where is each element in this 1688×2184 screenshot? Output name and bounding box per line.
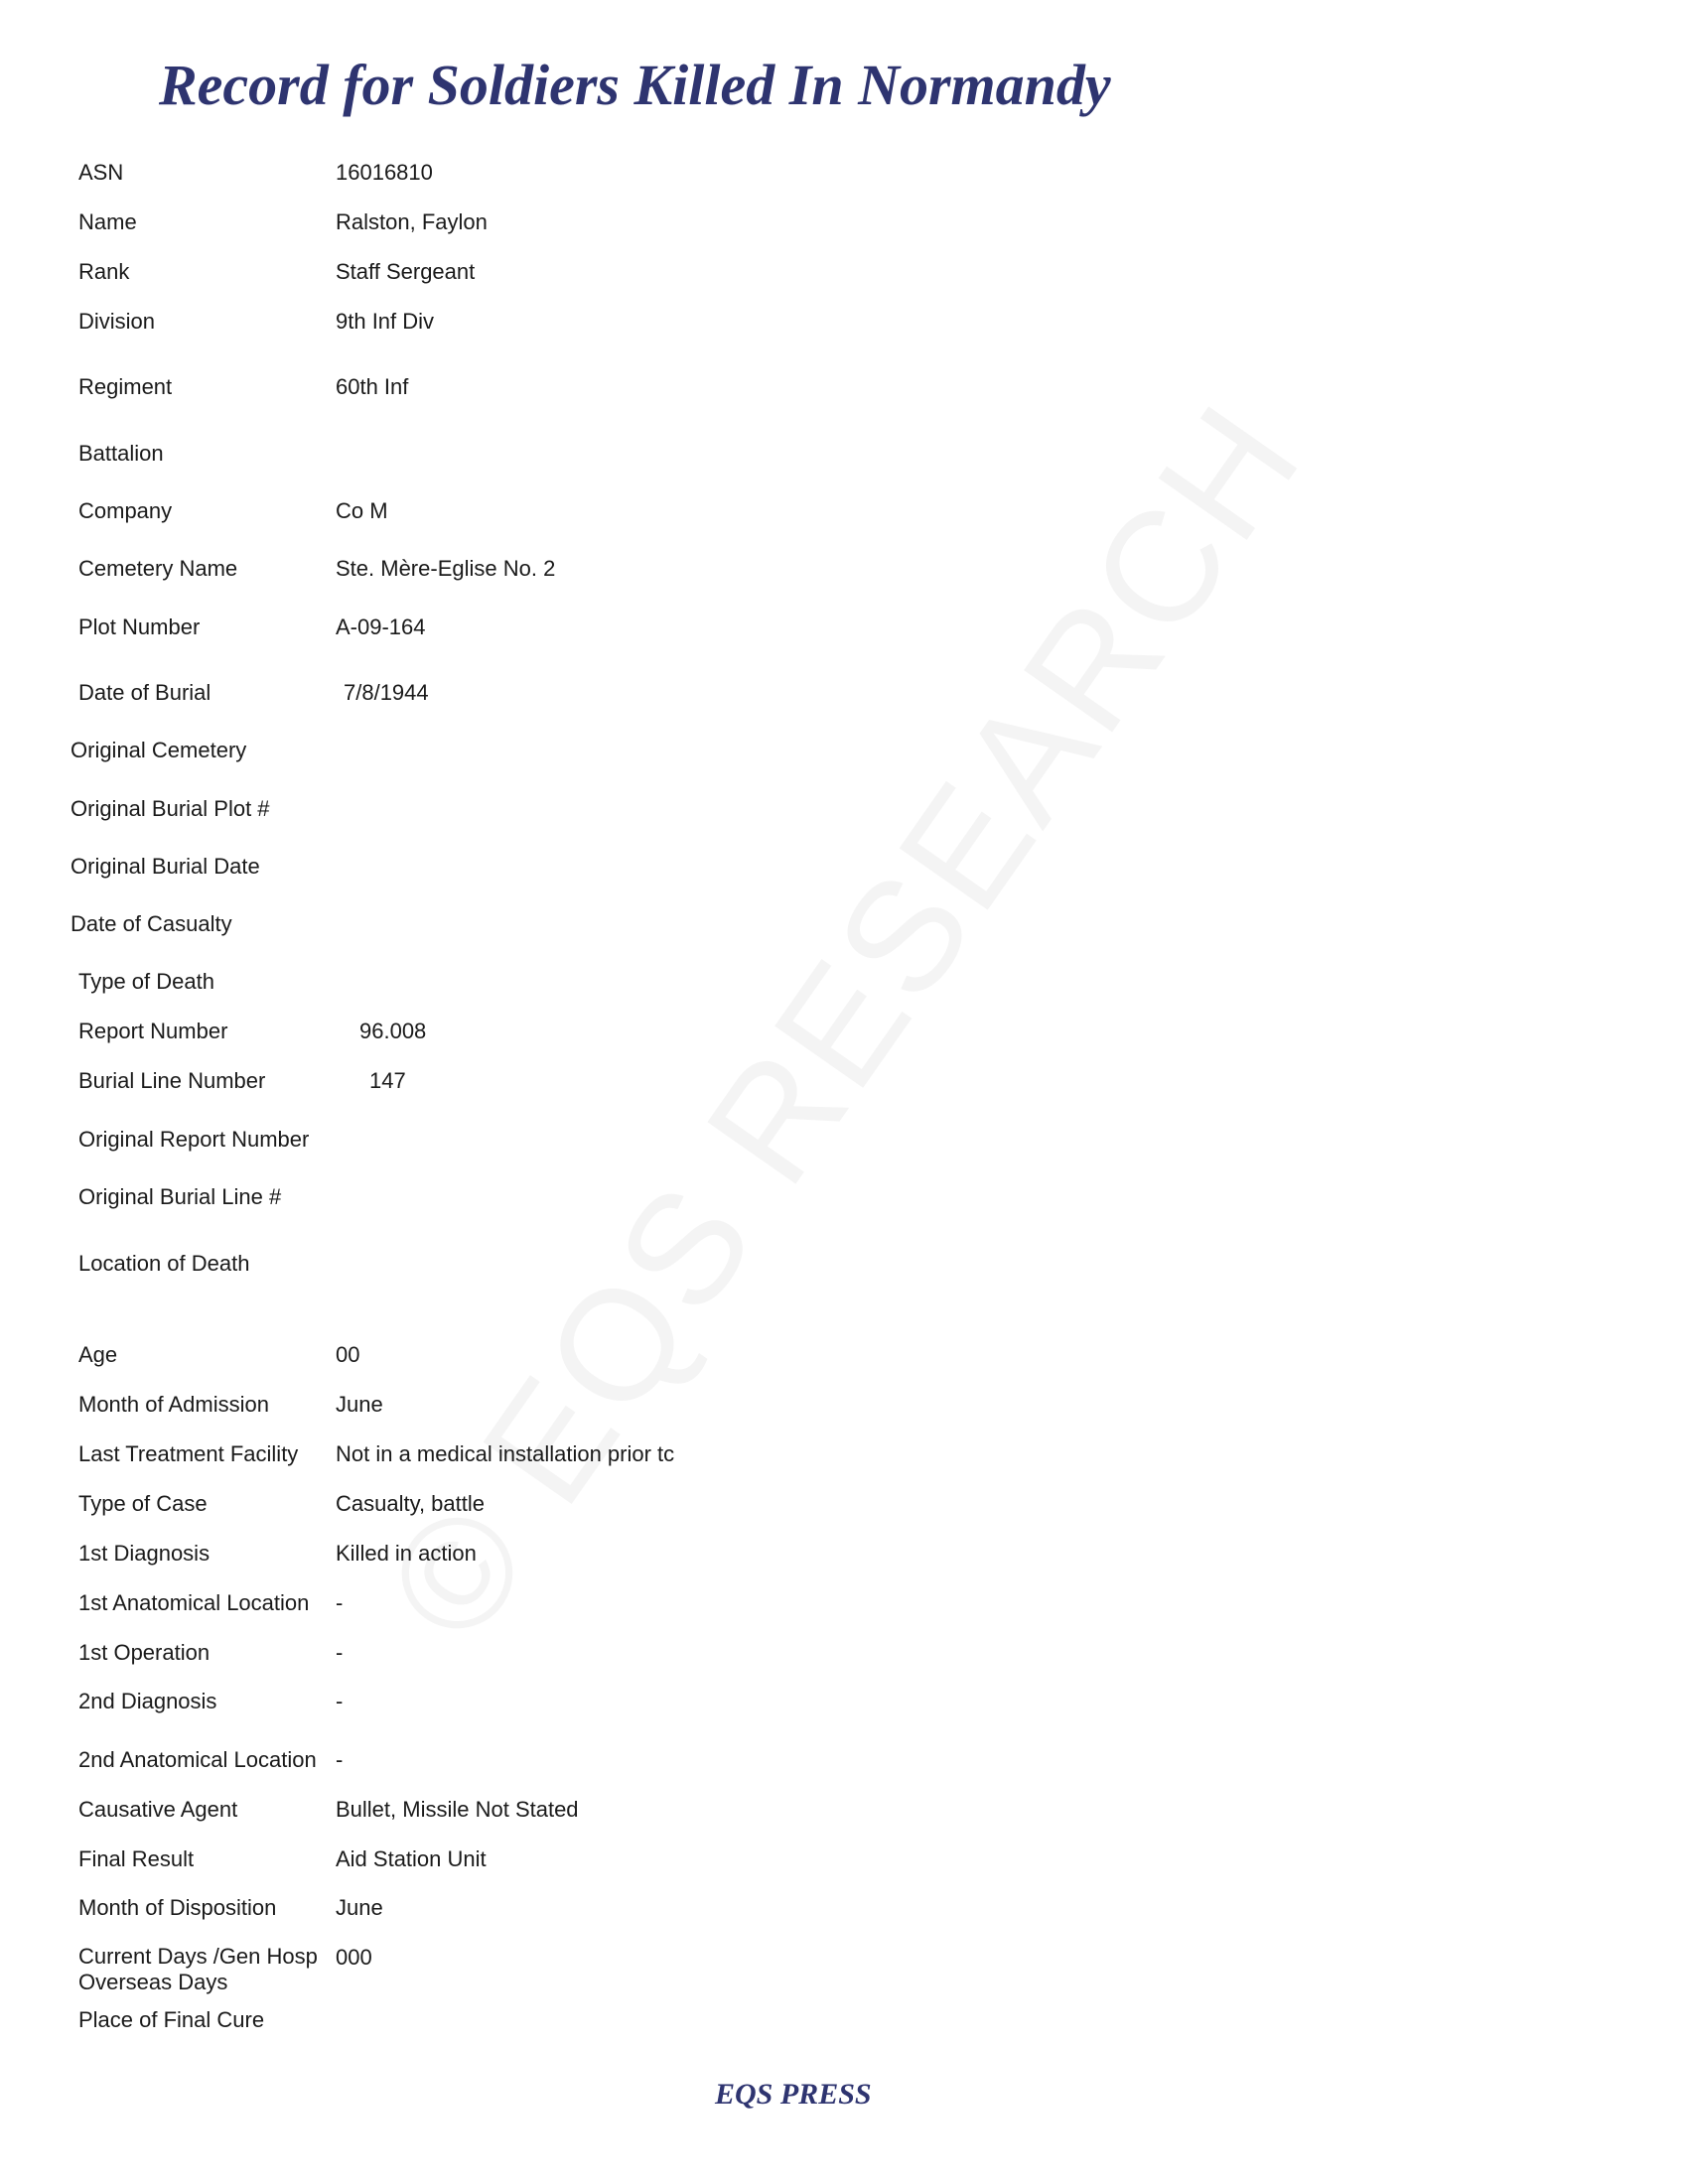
date-of-burial-value: 7/8/1944 — [344, 680, 429, 705]
division-value: 9th Inf Div — [336, 309, 435, 334]
current-days-label-line2: Overseas Days — [78, 1970, 228, 1994]
first-anatomical-location-value: - — [336, 1590, 344, 1615]
date-of-burial-label: Date of Burial — [78, 680, 211, 705]
date-of-casualty-label: Date of Casualty — [70, 911, 232, 936]
first-operation-value: - — [336, 1640, 344, 1665]
first-diagnosis-label: 1st Diagnosis — [78, 1541, 211, 1566]
battalion-label: Battalion — [78, 441, 164, 466]
place-of-final-cure-label: Place of Final Cure — [78, 2007, 265, 2032]
publisher-footer: EQS PRESS — [715, 2078, 872, 2111]
causative-agent-label: Causative Agent — [78, 1797, 238, 1822]
type-of-death-label: Type of Death — [78, 969, 214, 994]
regiment-value: 60th Inf — [336, 374, 409, 399]
location-of-death-label: Location of Death — [78, 1251, 250, 1276]
last-treatment-facility-value: Not in a medical installation prior tc — [336, 1441, 675, 1466]
month-of-admission-value: June — [336, 1392, 383, 1417]
burial-line-number-label: Burial Line Number — [78, 1068, 266, 1093]
division-label: Division — [78, 309, 156, 334]
second-diagnosis-value: - — [336, 1689, 344, 1713]
second-anatomical-location-value: - — [336, 1747, 344, 1772]
plot-number-label: Plot Number — [78, 614, 201, 639]
first-operation-label: 1st Operation — [78, 1640, 211, 1665]
month-of-disposition-value: June — [336, 1895, 383, 1920]
second-diagnosis-label: 2nd Diagnosis — [78, 1689, 217, 1713]
asn-value: 16016810 — [336, 160, 433, 185]
month-of-disposition-label: Month of Disposition — [78, 1895, 277, 1920]
original-cemetery-label: Original Cemetery — [70, 738, 247, 762]
company-value: Co M — [336, 498, 388, 523]
regiment-label: Regiment — [78, 374, 173, 399]
company-label: Company — [78, 498, 173, 523]
current-days-value: 000 — [336, 1945, 372, 1970]
final-result-value: Aid Station Unit — [336, 1846, 487, 1871]
current-days-label-line1: Current Days /Gen Hosp — [78, 1944, 318, 1969]
last-treatment-facility-label: Last Treatment Facility — [78, 1441, 299, 1466]
name-value: Ralston, Faylon — [336, 209, 488, 234]
original-burial-line-label: Original Burial Line # — [78, 1184, 282, 1209]
asn-label: ASN — [78, 160, 124, 185]
type-of-case-value: Casualty, battle — [336, 1491, 486, 1516]
report-number-label: Report Number — [78, 1019, 228, 1043]
type-of-case-label: Type of Case — [78, 1491, 208, 1516]
age-value: 00 — [336, 1342, 360, 1367]
age-label: Age — [78, 1342, 118, 1367]
original-report-number-label: Original Report Number — [78, 1127, 310, 1152]
second-anatomical-location-label: 2nd Anatomical Location — [78, 1747, 317, 1772]
plot-number-value: A-09-164 — [336, 614, 426, 639]
cemetery-name-label: Cemetery Name — [78, 556, 238, 581]
cemetery-name-value: Ste. Mère-Eglise No. 2 — [336, 556, 556, 581]
rank-value: Staff Sergeant — [336, 259, 476, 284]
first-anatomical-location-label: 1st Anatomical Location — [78, 1590, 310, 1615]
rank-label: Rank — [78, 259, 130, 284]
report-number-value: 96.008 — [359, 1019, 427, 1043]
name-label: Name — [78, 209, 137, 234]
causative-agent-value: Bullet, Missile Not Stated — [336, 1797, 579, 1822]
original-burial-date-label: Original Burial Date — [70, 854, 260, 879]
month-of-admission-label: Month of Admission — [78, 1392, 269, 1417]
page-title: Record for Soldiers Killed In Normandy — [159, 53, 1111, 117]
original-burial-plot-label: Original Burial Plot # — [70, 796, 270, 821]
burial-line-number-value: 147 — [369, 1068, 406, 1093]
first-diagnosis-value: Killed in action — [336, 1541, 477, 1566]
current-days-label — [78, 1944, 318, 1995]
final-result-label: Final Result — [78, 1846, 195, 1871]
